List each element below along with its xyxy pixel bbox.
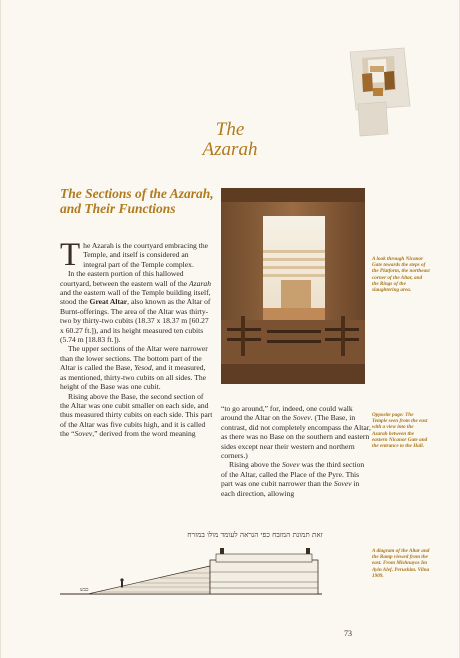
text-run: . (The Base, in contrast, did not completely encompass the Altar, as there was no Base on the southern and eastern sides except near their western and northern corners.) [221,413,371,461]
bold-term: Great Altar [89,297,128,307]
text-column-right [221,404,371,498]
italic-term: Yesod [134,363,152,373]
italic-term: Sovev [74,429,93,439]
nicanor-gate-photo [221,188,365,384]
chapter-title-line2: Azarah [202,139,258,160]
drop-cap: T [60,237,81,273]
italic-term: Sovev [333,479,352,489]
chapter-title-line1: The [215,119,245,140]
page-number: 73 [344,629,352,638]
altar-ramp-diagram [60,542,340,600]
text-run: in each direction, allowing [221,479,360,498]
text-run: In the eastern portion of this hallowed courtyard, between the eastern wall of the [60,269,190,288]
paragraph [221,404,371,460]
text-run: The upper sections of the Altar were narrower than the lower sections. The bottom part of the Altar is called the Base, [60,344,208,373]
italic-term: Sovev [281,460,300,470]
text-run: , also known as the Altar of Burnt-offerings. The area of the Altar was thirty-two by thirty-two cubits (18.37 x 18.37 m [60.27 x 60.27 ft.]), and its height measured ten cubits (5.74 m [18.83 ft.]). [60,297,211,345]
temple-model-thumbnail [340,44,414,138]
paragraph [60,344,213,391]
diagram-label: כבש [80,587,89,593]
text-column-left [60,237,213,439]
hebrew-diagram-heading: זאת תמונת המזבח כפי הנראה לעומד מולו במזרח [187,530,323,539]
caption-opposite-page: Opposite page: The Temple seen from the east with a view into the Azarah between the eastern Nicanor Gate and the entrance to the Hall. [372,412,428,450]
text-run: Rising above the [229,460,282,470]
text-run: “to go around,” for, indeed, one could walk around the Altar on the [221,404,353,423]
section-title: The Sections of the Azarah, and Their Functions [60,186,214,216]
text-run: , and it measured, as mentioned, thirty-two cubits on all sides. The height of the Base was one cubit. [60,363,207,392]
text-run: was the third section of the Altar, called the Place of the Pyre. This part was one cubit narrower than the [221,460,365,489]
paragraph [221,460,371,498]
text-run: ,” derived from the word meaning [92,429,196,439]
italic-term: Sovev [292,413,311,423]
text-run: Rising above the Base, the second section of the Altar was one cubit smaller on each side, and thus measured thirty cubits on each side. This part of the Altar was five cubits high, and it is called the “ [60,391,213,439]
paragraph [60,269,213,344]
caption-gate-photo: A look through Nicanor Gate towards the steps of the Platform, the northeast corner of the Altar, and the Rings of the slaughtering area. [372,256,430,294]
italic-term: Azarah [189,278,211,288]
text-run: and the eastern wall of the Temple building itself, stood the [60,288,211,307]
chapter-title [150,120,310,160]
caption-altar-diagram: A diagram of the Altar and the Ramp viewed from the east. From Mishnayos Im Ayin Alef, Perushim. Vilna 1909. [372,548,430,579]
paragraph-text: he Azarah is the courtyard embracing the Temple, and itself is considered an integral part of the Temple complex. [83,241,208,269]
paragraph [60,237,213,273]
paragraph [60,392,213,439]
